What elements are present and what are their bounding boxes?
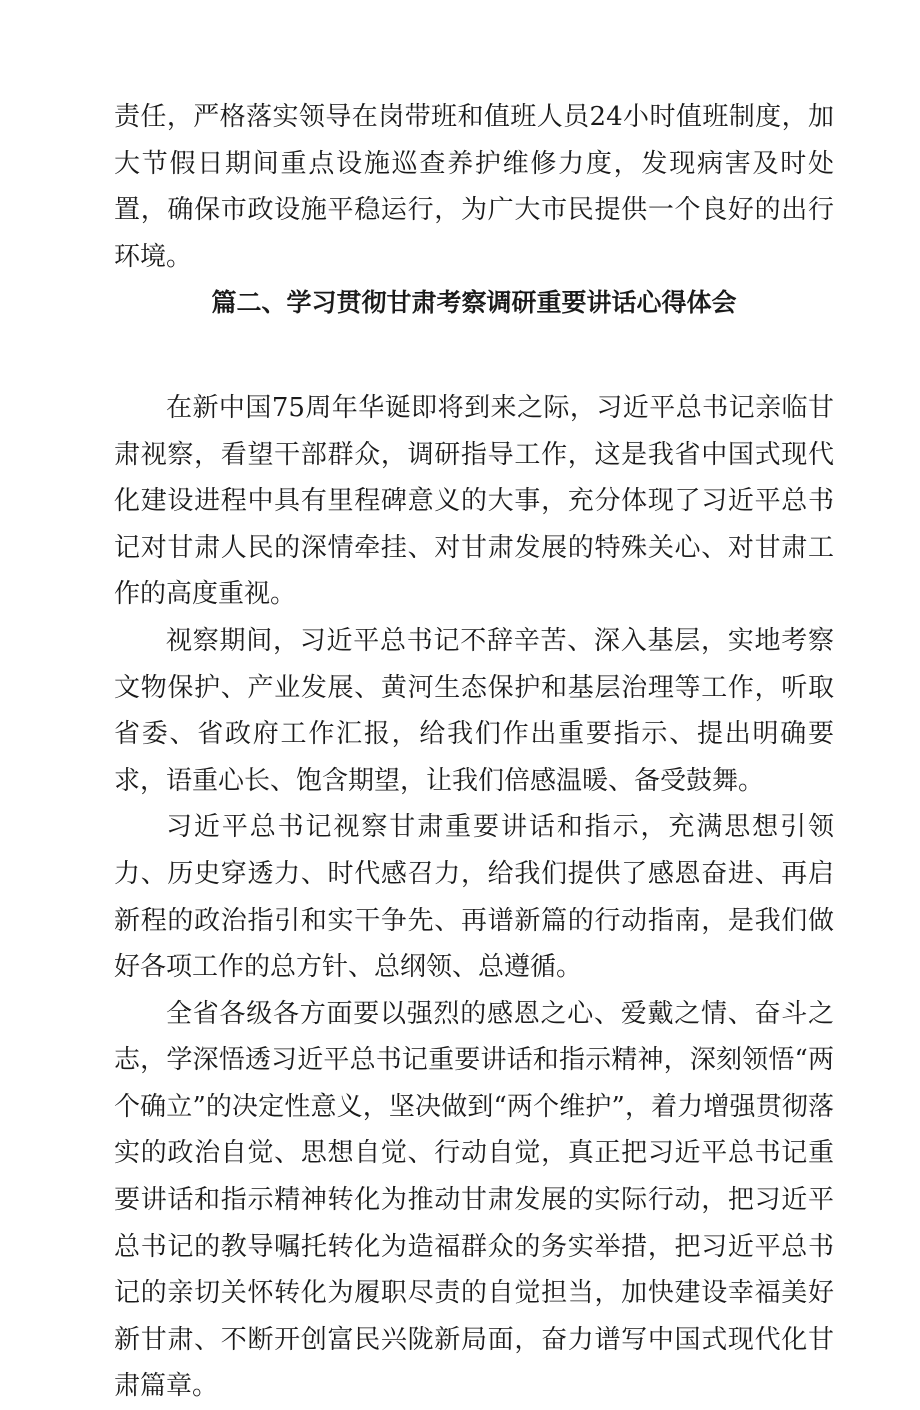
body-paragraph-2: 视察期间，习近平总书记不辞辛苦、深入基层，实地考察文物保护、产业发展、黄河生态保护和基层治理等工作，听取省委、省政府工作汇报，给我们作出重要指示、提出明确要求，语重心长、饱含期望，让我们倍感温暖、备受鼓舞。 bbox=[114, 625, 834, 796]
body-paragraph-4: 全省各级各方面要以强烈的感恩之心、爱戴之情、奋斗之志，学深悟透习近平总书记重要讲话和指示精神，深刻领悟“两个确立”的决定性意义，坚决做到“两个维护”，着力增强贯彻落实的政治自觉、思想自觉、行动自觉，真正把习近平总书记重要讲话和指示精神转化为推动甘肃发展的实际行动，把习近平总书记的教导嘱托转化为造福群众的务实举措，把习近平总书记的亲切关怀转化为履职尽责的自觉担当，加快建设幸福美好新甘肃、不断开创富民兴陇新局面，奋力谱写中国式现代化甘肃篇章。 bbox=[114, 998, 834, 1402]
body-paragraph-1: 在新中国75周年华诞即将到来之际，习近平总书记亲临甘肃视察，看望干部群众，调研指导工作，这是我省中国式现代化建设进程中具有里程碑意义的大事，充分体现了习近平总书记对甘肃人民的深情牵挂、对甘肃发展的特殊关心、对甘肃工作的高度重视。 bbox=[114, 392, 834, 610]
body-paragraph-3: 习近平总书记视察甘肃重要讲话和指示，充满思想引领力、历史穿透力、时代感召力，给我们提供了感恩奋进、再启新程的政治指引和实干争先、再谱新篇的行动指南，是我们做好各项工作的总方针、总纲领、总遵循。 bbox=[114, 812, 834, 983]
continuation-paragraph: 责任，严格落实领导在岗带班和值班人员24小时值班制度，加大节假日期间重点设施巡查养护维修力度，发现病害及时处置，确保市政设施平稳运行，为广大市民提供一个良好的出行环境。 bbox=[114, 102, 834, 272]
document-body bbox=[114, 94, 834, 1410]
section-title: 篇二、学习贯彻甘肃考察调研重要讲话心得体会 bbox=[211, 288, 737, 318]
